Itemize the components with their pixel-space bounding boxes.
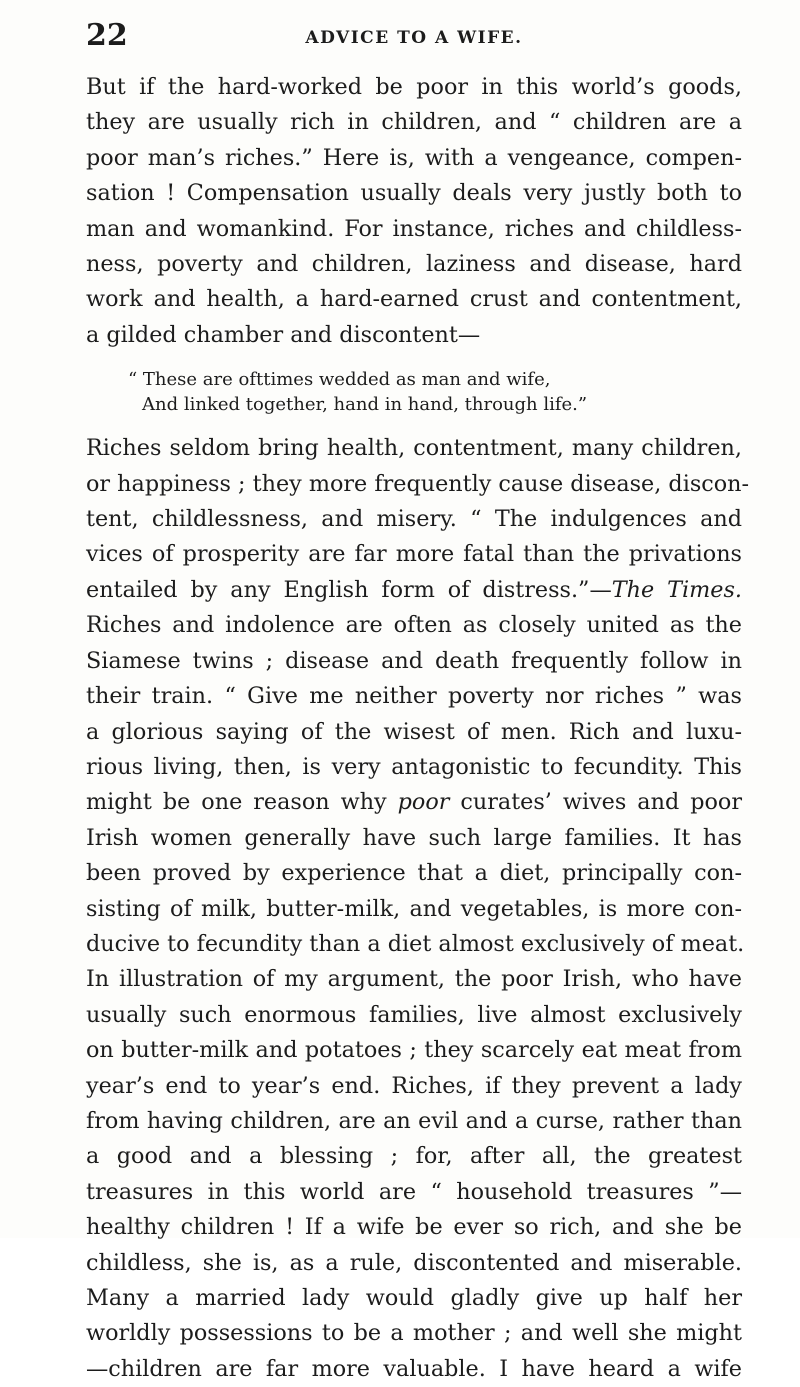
text-line: Irish women generally have such large families. It has [86,824,742,851]
text-line: their train. “ Give me neither poverty nor riches ” was [86,683,742,710]
text-line: healthy children ! If a wife be ever so rich, and she be [86,1214,742,1241]
text-line: they are usually rich in children, and “ children are a [86,109,742,136]
emphasis: poor [397,789,450,816]
text-line: rious living, then, is very antagonistic to fecundity. This [86,753,742,780]
text-line: But if the hard-worked be poor in this world’s goods, [86,74,742,100]
paragraph-2 [86,431,750,1387]
running-head: ADVICE TO A WIFE. [305,28,523,48]
text-line: Many a married lady would gladly give up half her [86,1285,742,1311]
text-line: sisting of milk, butter-milk, and vegetables, is more con- [86,895,742,922]
text-line: tent, childlessness, and misery. “ The indulgences and [86,506,742,533]
verse-line: And linked together, hand in hand, through life.” [142,394,588,416]
body-text [86,70,750,1387]
text-line: a good and a blessing ; for, after all, the greatest [86,1143,742,1170]
text-line: poor man’s riches.” Here is, with a vengeance, compen- [86,144,742,171]
text-line: Riches and indolence are often as closely united as the [86,612,742,639]
citation-source: The Times. [611,576,743,603]
text-line: sation ! Compensation usually deals very justly both to [86,180,742,207]
text-line: work and health, a hard-earned crust and contentment, [86,286,742,313]
text-line: worldly possessions to be a mother ; and well she might [86,1320,742,1347]
text-line [86,573,742,608]
text-segment: curates’ wives and poor [449,789,742,816]
text-line: Riches seldom bring health, contentment, many children, [86,435,742,462]
text-line: treasures in this world are “ household treasures ”— [86,1178,742,1205]
verse-quotation [86,367,742,417]
text-line: man and womankind. For instance, riches and childless- [86,215,742,242]
page-header [86,18,742,54]
text-line: ducive to fecundity than a diet almost exclusively of meat. [86,930,745,957]
text-line: or happiness ; they more frequently cause disease, discon- [86,470,750,497]
text-line: from having children, are an evil and a curse, rather than [86,1107,742,1134]
text-line: childless, she is, as a rule, discontented and miserable. [86,1249,742,1276]
text-line: vices of prosperity are far more fatal than the privations [86,541,742,568]
text-line: usually such enormous families, live almost exclusively [86,1001,742,1028]
text-line: year’s end to year’s end. Riches, if they prevent a lady [86,1072,742,1099]
verse-line: “ These are ofttimes wedded as man and wife, [128,369,551,391]
text-line [86,785,742,820]
paragraph-1 [86,70,742,353]
text-line: Siamese twins ; disease and death frequently follow in [86,647,742,674]
text-line: In illustration of my argument, the poor Irish, who have [86,966,742,993]
text-line: a gilded chamber and discontent— [86,321,481,348]
text-segment: might be one reason why [86,789,398,816]
text-line: a glorious saying of the wisest of men. Rich and luxu- [86,718,742,745]
text-line: —children are far more valuable. I have heard a wife [86,1355,742,1382]
text-segment: entailed by any English form of distress.”— [86,576,612,603]
page-number: 22 [86,18,128,53]
text-line: on butter-milk and potatoes ; they scarcely eat meat from [86,1037,742,1064]
text-line: ness, poverty and children, laziness and disease, hard [86,251,742,278]
text-line: been proved by experience that a diet, principally con- [86,860,742,887]
